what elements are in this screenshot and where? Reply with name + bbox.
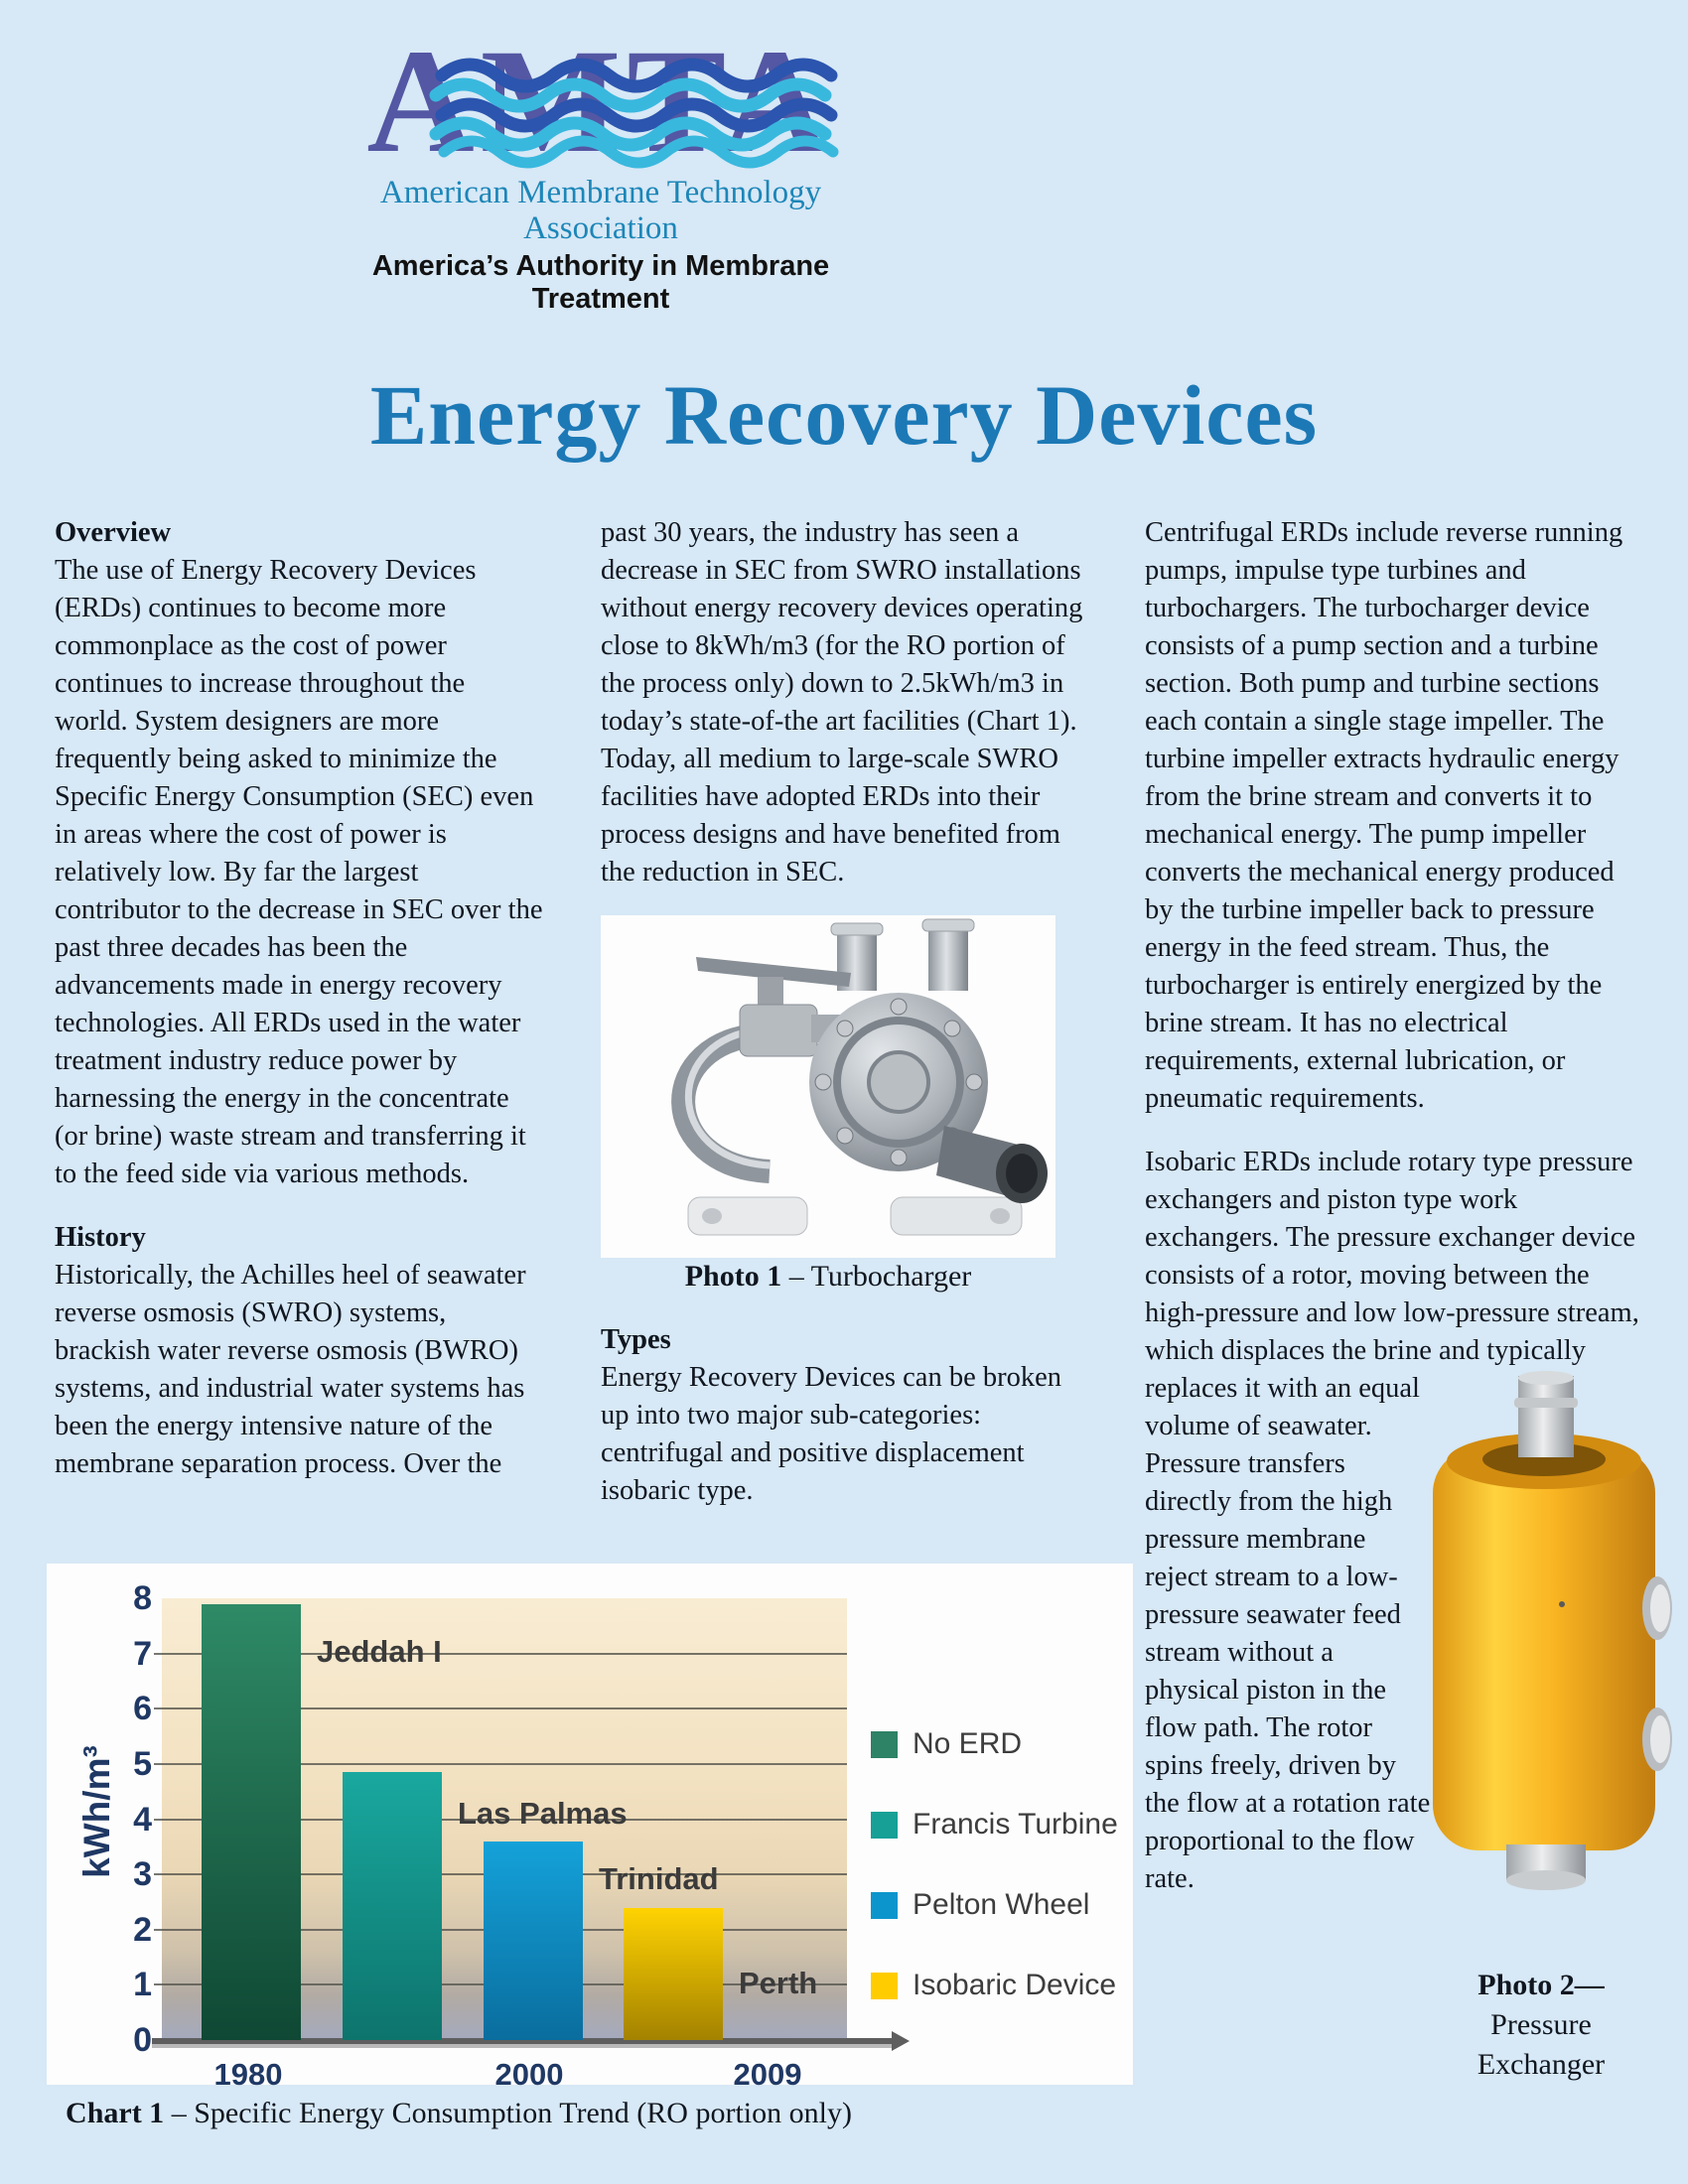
org-tagline: America’s Authority in Membrane Treatment: [371, 250, 830, 315]
column-overview: [55, 514, 543, 1483]
photo2-caption: [1401, 1966, 1681, 2085]
photo2-pressure-exchanger-image: [1415, 1370, 1681, 1894]
bar-label: Trinidad: [599, 1860, 719, 1896]
legend-row: [871, 1888, 1118, 1922]
y-tick-label: 0: [133, 2021, 152, 2059]
overview-paragraph: The use of Energy Recovery Devices (ERDs) continues to become more commonplace as the cost of power continues to increase throughout the world. System designers are more frequently being asked to minimize the Specific Energy Consumption (SEC) even in areas where the cost of power is relatively low. By far the largest contributor to the decrease in SEC over the past three decades has been the advancements made in energy recovery technologies. All ERDs used in the water treatment industry reduce power by harnessing the energy in the concentrate (or brine) waste stream and transferring it to the feed side via various methods.: [55, 555, 543, 1189]
history-paragraph: Historically, the Achilles heel of seawater reverse osmosis (SWRO) systems, brackish water reverse osmosis (BWRO) systems, and industrial water systems has been the energy intensive nature of the membrane separation process. Over the: [55, 1260, 526, 1479]
y-tick-label: 4: [133, 1800, 152, 1839]
y-tick-label: 3: [133, 1855, 152, 1894]
sec-trend-paragraph: past 30 years, the industry has seen a decrease in SEC from SWRO installations without energy recovery devices operating close to 8kWh/m3 (for the RO portion of the process only) down to 2.5kWh/m3 in today’s state-of-the art facilities (Chart 1). Today, all medium to large-scale SWRO facilities have adopted ERDs into their process designs and have benefited from the reduction in SEC.: [601, 517, 1083, 887]
chart-y-ticks: [104, 1579, 152, 2059]
bar-label: Perth: [739, 1965, 818, 2000]
isobaric-paragraph-part2: replaces it with an equal volume of seawater. Pressure transfers directly from the high pressure membrane reject stream to a low-pressure seawater feed stream without a physical piston in the flow path. The rotor spins freely, driven by the flow at a rotation rate proportional to the flow rate.: [1145, 1373, 1431, 1894]
y-tick-label: 2: [133, 1910, 152, 1949]
y-tick-label: 7: [133, 1634, 152, 1673]
photo1-caption-bold: Photo 1: [684, 1260, 782, 1293]
photo1-frame: [601, 915, 1055, 1258]
bar-perth: [624, 1908, 723, 2041]
amta-logo-letters: AMTA: [366, 24, 835, 173]
photo2-caption-line3: Exchanger: [1477, 2048, 1606, 2081]
centrifugal-paragraph: Centrifugal ERDs include reverse running pumps, impulse type turbines and turbochargers. The turbocharger device consists of a pump section and a turbine section. Both pump and turbine sections each contain a single stage impeller. The turbine impeller extracts hydraulic energy from the brine stream and converts it to mechanical energy. The pump impeller converts the mechanical energy produced by the turbine impeller back to pressure energy in the feed stream. Thus, the turbocharger is entirely energized by the brine stream. It has no electrical requirements, external lubrication, or pneumatic requirements.: [1145, 517, 1623, 1114]
legend-swatch: [871, 1973, 898, 1999]
history-heading: History: [55, 1222, 146, 1253]
column-right: [1145, 514, 1641, 2142]
bar-label: Jeddah I: [317, 1633, 442, 1669]
legend-swatch: [871, 1812, 898, 1839]
chart1-caption: [47, 2097, 871, 2130]
chart-y-axis-label: kWh/m³: [76, 1745, 117, 1878]
bar-trinidad: [484, 1842, 583, 2040]
legend-row: [871, 1808, 1118, 1842]
y-tick-label: 1: [133, 1966, 152, 2004]
chart-plot-area: [162, 1598, 847, 2040]
legend-swatch: [871, 1731, 898, 1758]
photo1-turbocharger-image: [601, 915, 1055, 1258]
bar-las-palmas: [343, 1772, 442, 2040]
column-middle: [601, 514, 1089, 1510]
x-tick-label: 2009: [733, 2057, 802, 2092]
chart1-box: [47, 1564, 1133, 2092]
photo2-caption-line2: Pressure: [1490, 2008, 1592, 2041]
overview-heading: Overview: [55, 517, 172, 548]
photo1-caption: [601, 1258, 1055, 1296]
isobaric-paragraph-part1: Isobaric ERDs include rotary type pressure exchangers and piston type work exchangers. The pressure exchanger device consists of a rotor, moving between the high-pressure and low low-pressure stream, which displaces the brine and typically: [1145, 1147, 1639, 1366]
org-name: American Membrane Technology Association: [379, 175, 822, 246]
header: [323, 24, 879, 316]
bar-label: Las Palmas: [458, 1796, 628, 1832]
legend-label: Pelton Wheel: [913, 1888, 1090, 1921]
amta-logo: [325, 24, 877, 173]
y-tick-label: 8: [133, 1579, 152, 1617]
chart-legend: [871, 1727, 1118, 2049]
bar-jeddah-i: [202, 1604, 301, 2040]
y-tick-label: 6: [133, 1690, 152, 1728]
x-tick-label: 1980: [213, 2057, 283, 2092]
photo1-caption-rest: – Turbocharger: [781, 1260, 972, 1293]
legend-swatch: [871, 1892, 898, 1919]
types-paragraph: Energy Recovery Devices can be broken up into two major sub-categories: centrifugal and positive displacement isobaric type.: [601, 1362, 1061, 1506]
chart1-caption-rest: – Specific Energy Consumption Trend (RO portion only): [164, 2097, 852, 2129]
chart1-caption-bold: Chart 1: [66, 2097, 165, 2129]
x-tick-label: 2000: [494, 2057, 564, 2092]
types-heading: Types: [601, 1324, 671, 1355]
legend-row: [871, 1727, 1118, 1761]
page-title: Energy Recovery Devices: [369, 367, 1319, 463]
legend-row: [871, 1969, 1118, 2002]
photo2-caption-bold: Photo 2—: [1477, 1969, 1605, 2001]
y-tick-label: 5: [133, 1744, 152, 1783]
legend-label: No ERD: [913, 1727, 1023, 1760]
legend-label: Isobaric Device: [913, 1969, 1117, 2001]
legend-label: Francis Turbine: [913, 1808, 1118, 1841]
